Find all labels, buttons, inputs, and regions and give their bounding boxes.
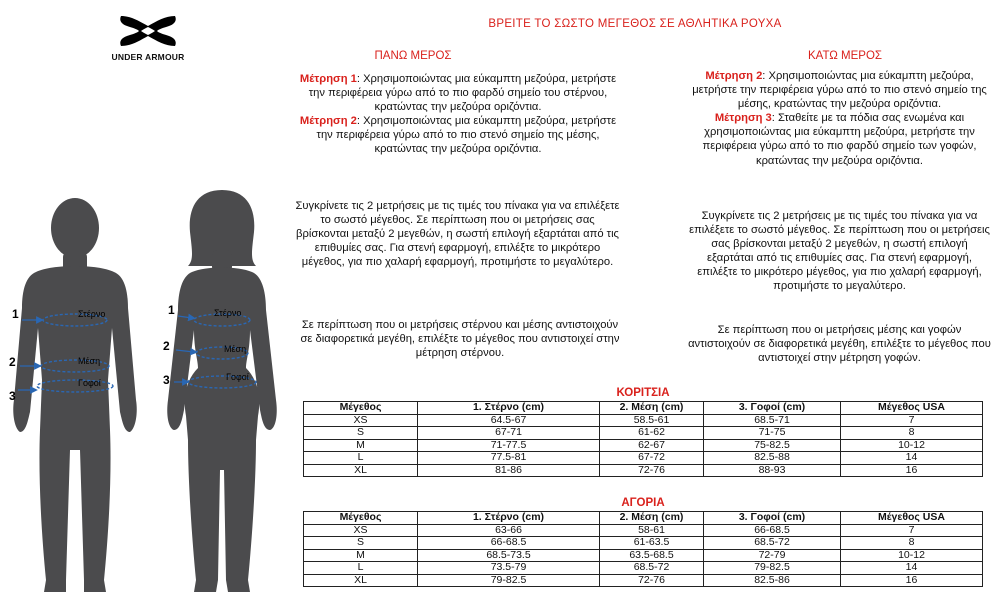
table-cell: 14 — [841, 452, 983, 465]
measurement-3-label: Μέτρηση 3 — [714, 112, 772, 125]
table-cell: 68.5-71 — [704, 414, 841, 427]
table-cell: 82.5-86 — [704, 574, 841, 587]
table-cell: 79-82.5 — [418, 574, 600, 587]
table-row — [304, 414, 983, 427]
waist-label: Μέση — [224, 344, 247, 354]
waist-label: Μέση — [78, 356, 101, 366]
column-header: Μέγεθος USA — [841, 402, 983, 415]
measurement-2-label: Μέτρηση 2 — [705, 70, 763, 82]
girl-silhouette — [167, 190, 277, 592]
figure-number-2: 2 — [9, 355, 16, 369]
table-cell: 72-79 — [704, 549, 841, 562]
table-cell: 68.5-73.5 — [418, 549, 600, 562]
table-row — [304, 524, 983, 537]
column-header: 3. Γοφοί (cm) — [704, 402, 841, 415]
table-cell: 58-61 — [600, 524, 704, 537]
table-cell: 7 — [841, 524, 983, 537]
boys-size-table — [303, 511, 983, 587]
table-cell: 16 — [841, 464, 983, 477]
brand-name: UNDER ARMOUR — [111, 52, 185, 62]
body-figures — [0, 180, 300, 600]
table-cell: 82.5-88 — [704, 452, 841, 465]
header-row — [304, 402, 983, 415]
boy-silhouette — [13, 198, 137, 592]
table-body — [304, 524, 983, 587]
upper-compare-paragraph: Συγκρίνετε τις 2 μετρήσεις με τις τιμές του πίνακα για να επιλέξετε το σωστό μέγεθος. Σε περίπτωση που οι μετρήσεις σας βρίσκονται μεταξύ 2 μεγεθών, η σωστή επιλογή εξαρτάται από τις επιθυμίες σας. Για στενή εφαρμογή, επιλέξτε το μικρότερο μέγεθος, για πιο χαλαρή εφαρμογή, προτιμήστε το μεγαλύτερο. — [295, 200, 620, 269]
header-row — [304, 512, 983, 525]
table-row — [304, 549, 983, 562]
table-cell: 73.5-79 — [418, 562, 600, 575]
girls-table-title: ΚΟΡΙΤΣΙΑ — [616, 387, 670, 399]
girls-size-table — [303, 401, 983, 477]
measurement-3-text: : Σταθείτε με τα πόδια σας ενωμένα και χρησιμοποιώντας μια εύκαμπτη μεζούρα, μετρήστε την περιφέρεια γύρω από το πιο φαρδύ σημείο των γοφών, κρατώντας την μεζούρα οριζόντια. — [702, 112, 977, 167]
table-row — [304, 537, 983, 550]
measurement-1-label: Μέτρηση 1 — [299, 73, 357, 85]
table-cell: M — [304, 439, 418, 452]
measurement-2-label: Μέτρηση 2 — [299, 115, 357, 128]
figure-number-3: 3 — [163, 373, 170, 387]
table-cell: 67-72 — [600, 452, 704, 465]
table-cell: 63-66 — [418, 524, 600, 537]
table-cell: 88-93 — [704, 464, 841, 477]
figure-number-2: 2 — [163, 339, 170, 353]
column-header: Μέγεθος USA — [841, 512, 983, 525]
table-cell: M — [304, 549, 418, 562]
measurement-1-text: : Χρησιμοποιώντας μια εύκαμπτη μεζούρα, μετρήστε την περιφέρεια γύρω από το πιο φαρδύ σημείο του στέρνου, κρατώντας την μεζούρα οριζόντια. — [308, 73, 617, 114]
chest-label: Στέρνο — [214, 308, 242, 318]
table-cell: L — [304, 452, 418, 465]
figure-number-3: 3 — [9, 389, 16, 403]
table-row — [304, 452, 983, 465]
table-cell: 8 — [841, 537, 983, 550]
page-title: ΒΡΕΙΤΕ ΤΟ ΣΩΣΤΟ ΜΕΓΕΘΟΣ ΣΕ ΑΘΛΗΤΙΚΑ ΡΟΥΧΑ — [488, 18, 782, 30]
column-header: 2. Μέση (cm) — [600, 512, 704, 525]
table-row — [304, 562, 983, 575]
table-cell: 66-68.5 — [418, 537, 600, 550]
table-cell: 8 — [841, 427, 983, 440]
column-header: 1. Στέρνο (cm) — [418, 512, 600, 525]
table-cell: 75-82.5 — [704, 439, 841, 452]
table-cell: 10-12 — [841, 549, 983, 562]
table-cell: XL — [304, 464, 418, 477]
lower-body-title: ΚΑΤΩ ΜΕΡΟΣ — [807, 50, 883, 62]
table-cell: L — [304, 562, 418, 575]
table-cell: 64.5-67 — [418, 414, 600, 427]
table-cell: XL — [304, 574, 418, 587]
table-cell: 62-67 — [600, 439, 704, 452]
table-cell: 63.5-68.5 — [600, 549, 704, 562]
table-cell: 61-62 — [600, 427, 704, 440]
table-cell: 61-63.5 — [600, 537, 704, 550]
chest-label: Στέρνο — [78, 309, 106, 319]
under-armour-logo-icon — [117, 14, 179, 48]
hips-label: Γοφοί — [226, 372, 249, 382]
upper-measurements-paragraph — [298, 72, 618, 157]
table-cell: 81-86 — [418, 464, 600, 477]
table-cell: 71-75 — [704, 427, 841, 440]
table-cell: 10-12 — [841, 439, 983, 452]
brand-logo — [108, 14, 188, 62]
table-header — [304, 512, 983, 525]
measurement-2-text: : Χρησιμοποιώντας μια εύκαμπτη μεζούρα, μετρήστε την περιφέρεια γύρω από το πιο στενό σημείο της μέσης, κρατώντας την μεζούρα οριζόντια. — [316, 115, 617, 156]
column-header: 2. Μέση (cm) — [600, 402, 704, 415]
table-cell: 72-76 — [600, 464, 704, 477]
column-header: Μέγεθος — [304, 402, 418, 415]
upper-note-paragraph: Σε περίπτωση που οι μετρήσεις στέρνου και μέσης αντιστοιχούν σε διαφορετικά μεγέθη, επιλέξτε το μέγεθος που αντιστοιχεί στην μέτρηση στέρνου. — [300, 319, 620, 360]
table-cell: 71-77.5 — [418, 439, 600, 452]
table-cell: 7 — [841, 414, 983, 427]
table-cell: 77.5-81 — [418, 452, 600, 465]
table-cell: 79-82.5 — [704, 562, 841, 575]
table-cell: 66-68.5 — [704, 524, 841, 537]
upper-body-title: ΠΑΝΩ ΜΕΡΟΣ — [374, 50, 452, 62]
table-cell: XS — [304, 524, 418, 537]
table-cell: 14 — [841, 562, 983, 575]
figure-number-1: 1 — [12, 307, 19, 321]
lower-measurements-paragraph — [687, 69, 992, 168]
boys-table-title: ΑΓΟΡΙΑ — [621, 497, 665, 509]
column-header: Μέγεθος — [304, 512, 418, 525]
table-cell: XS — [304, 414, 418, 427]
table-row — [304, 427, 983, 440]
measurement-2-text: : Χρησιμοποιώντας μια εύκαμπτη μεζούρα, μετρήστε την περιφέρεια γύρω από το πιο στενό σημείο της μέσης, κρατώντας την μεζούρα οριζόντια. — [692, 70, 987, 111]
column-header: 1. Στέρνο (cm) — [418, 402, 600, 415]
column-header: 3. Γοφοί (cm) — [704, 512, 841, 525]
table-cell: S — [304, 537, 418, 550]
table-cell: 68.5-72 — [600, 562, 704, 575]
table-cell: 72-76 — [600, 574, 704, 587]
table-cell: 68.5-72 — [704, 537, 841, 550]
table-row — [304, 574, 983, 587]
table-cell: S — [304, 427, 418, 440]
table-cell: 67-71 — [418, 427, 600, 440]
table-cell: 58.5-61 — [600, 414, 704, 427]
table-cell: 16 — [841, 574, 983, 587]
table-body — [304, 414, 983, 477]
lower-compare-paragraph: Συγκρίνετε τις 2 μετρήσεις με τις τιμές του πίνακα για να επιλέξετε το σωστό μέγεθος. Σε περίπτωση που οι μετρήσεις σας βρίσκονται μεταξύ 2 μεγεθών, η σωστή επιλογή εξαρτάται από τις επιθυμίες σας. Για στενή εφαρμογή, επιλέξτε το μικρότερο μέγεθος, για πιο χαλαρή εφαρμογή, προτιμήστε το μεγαλύτερο. — [689, 210, 990, 293]
lower-note-paragraph: Σε περίπτωση που οι μετρήσεις μέσης και γοφών αντιστοιχούν σε διαφορετικά μεγέθη, επιλέξτε το μέγεθος που αντιστοιχεί στην μέτρηση γοφών. — [688, 324, 991, 365]
hips-label: Γοφοί — [78, 378, 101, 388]
table-header — [304, 402, 983, 415]
figure-number-1: 1 — [168, 303, 175, 317]
table-row — [304, 464, 983, 477]
table-row — [304, 439, 983, 452]
